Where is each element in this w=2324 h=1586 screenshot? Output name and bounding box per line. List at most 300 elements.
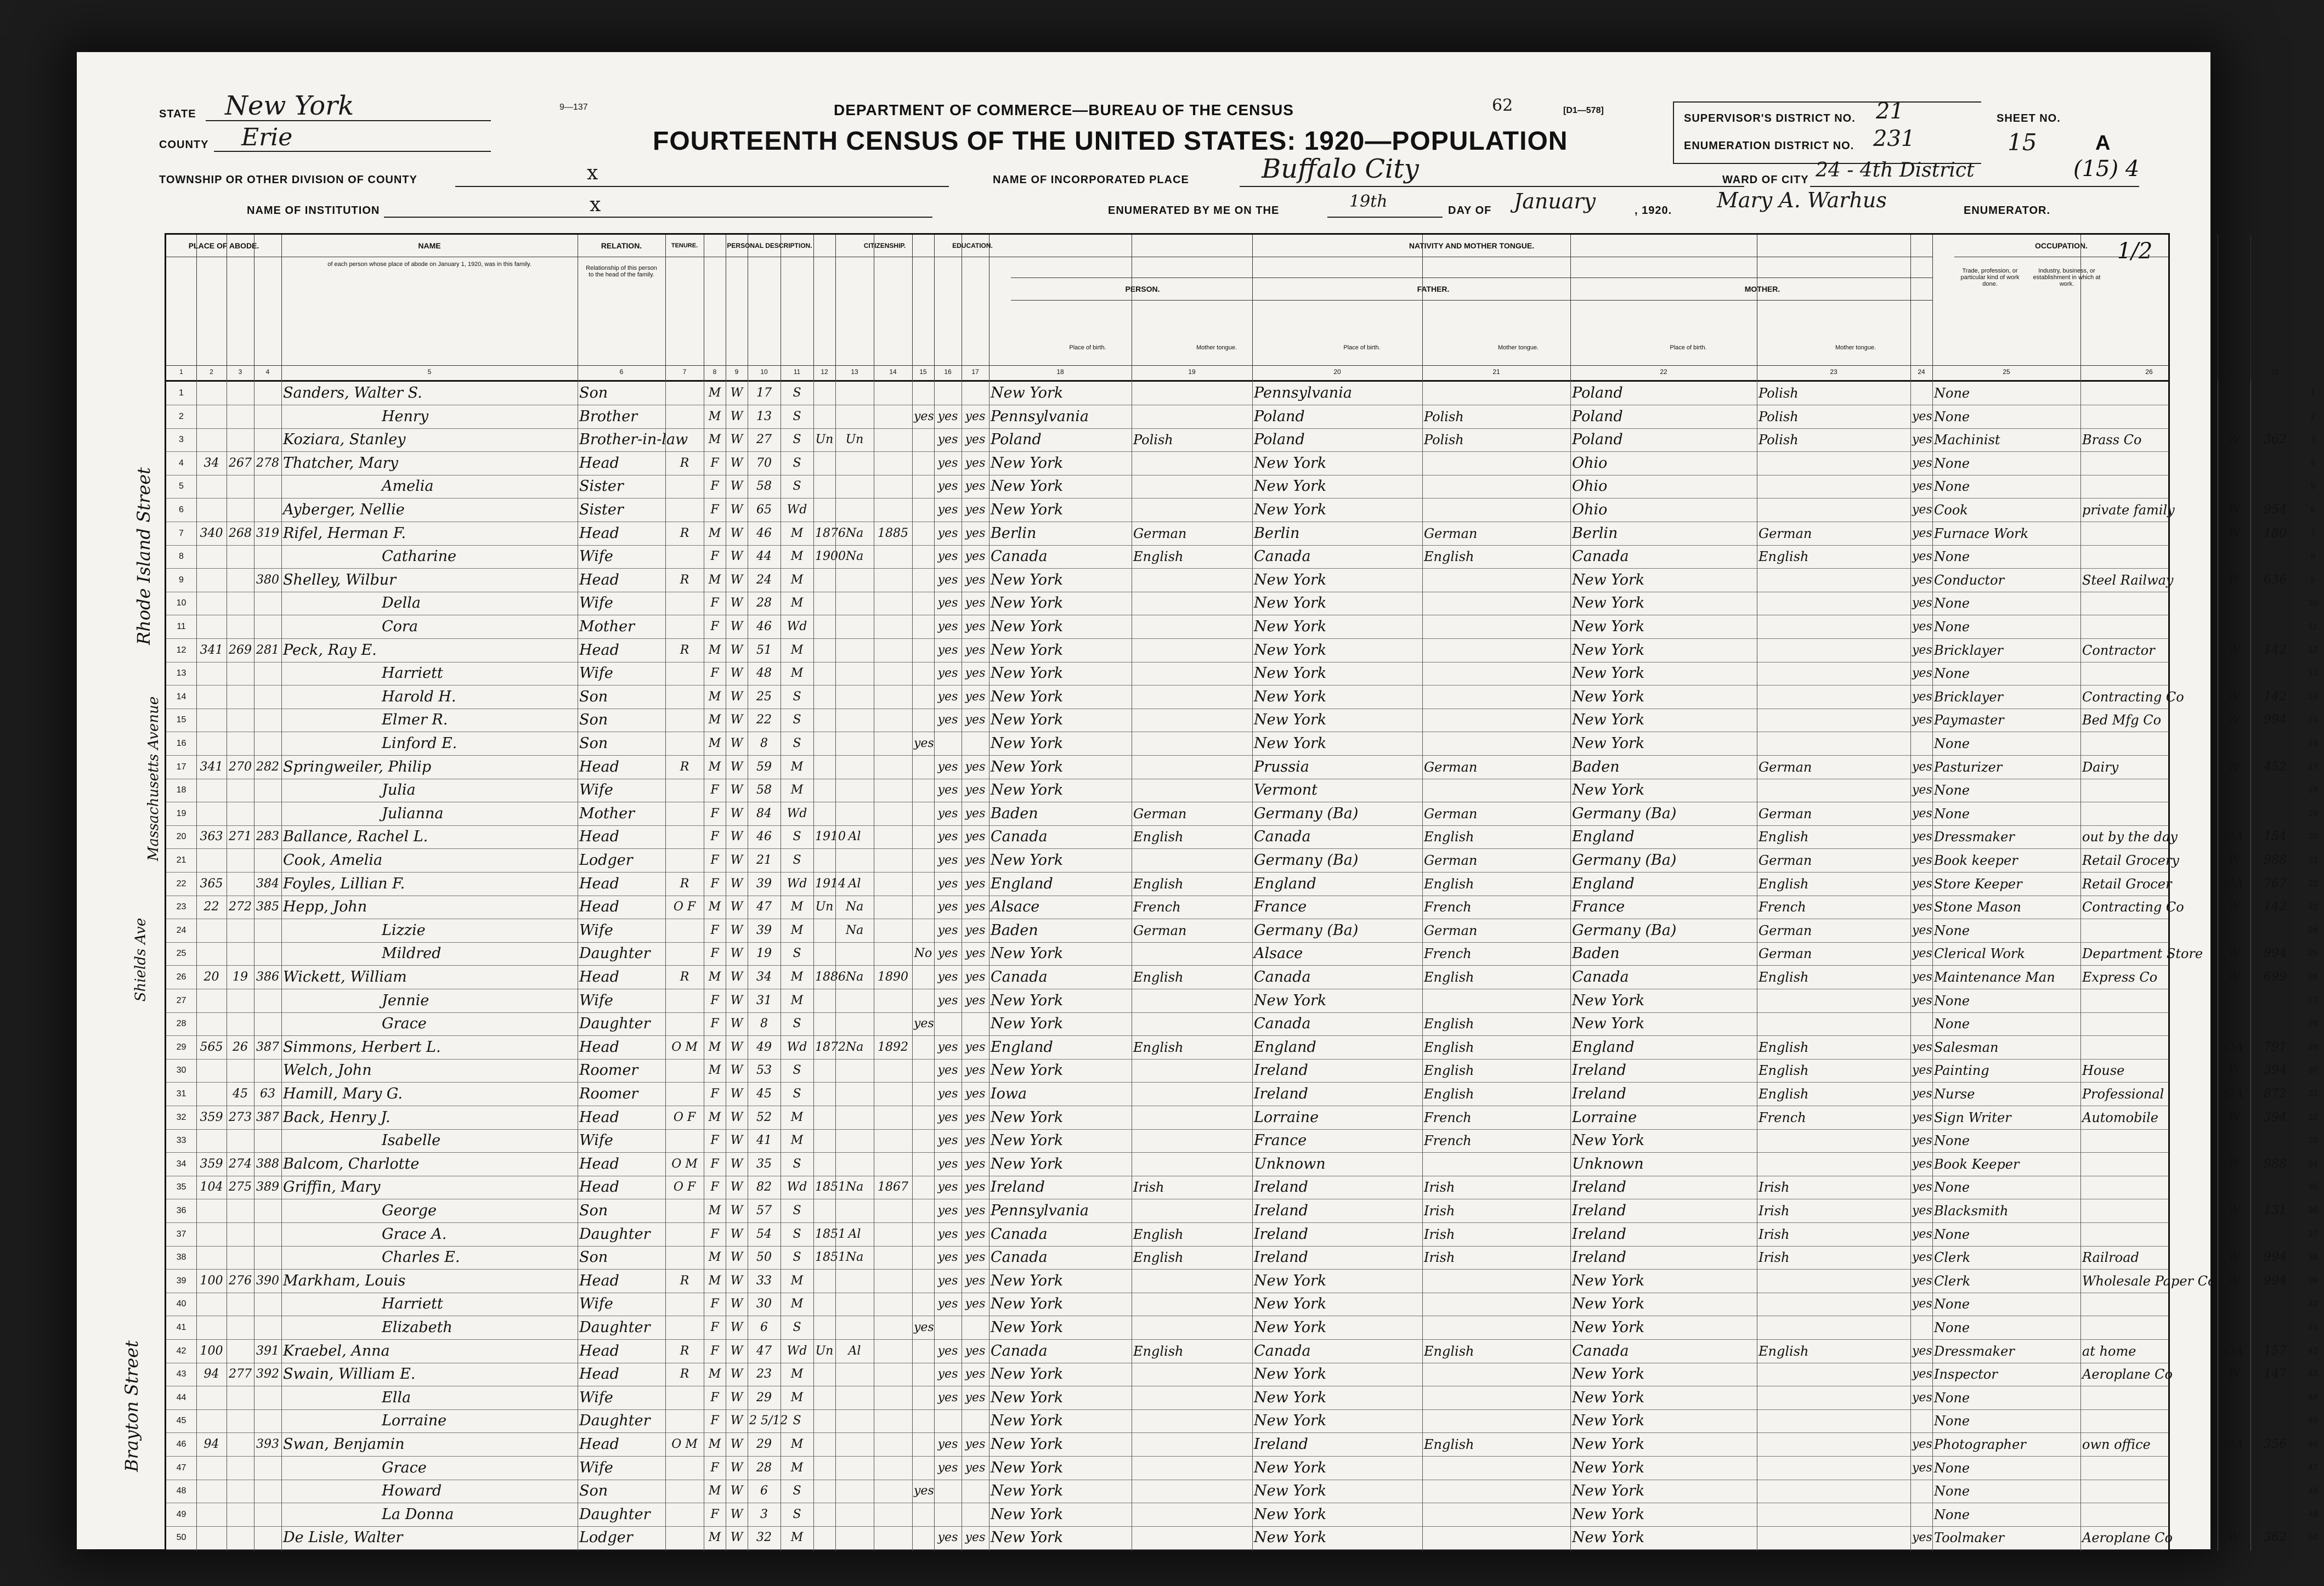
- cell-nat: [837, 383, 872, 404]
- cell-cit: [875, 546, 911, 567]
- line-number: 34: [176, 1159, 186, 1169]
- cell-code: 394: [2264, 1063, 2287, 1078]
- cell-a: 49: [756, 1040, 772, 1054]
- cell-rd: yes: [937, 666, 958, 681]
- cell-rd: [936, 1013, 960, 1034]
- cell-fb: Canada: [1254, 968, 1311, 985]
- cell-mt: German: [1133, 525, 1187, 541]
- cell-en: yes: [1912, 479, 1932, 494]
- cell-mt: [1133, 406, 1251, 427]
- cell-d: [228, 570, 252, 591]
- cell-cit: [875, 383, 911, 404]
- line-number: 33: [176, 1136, 186, 1146]
- cell-mmt: [1758, 1154, 1909, 1175]
- cell-mt: [1133, 616, 1251, 637]
- cell-nat: [837, 1458, 872, 1479]
- cell-en: yes: [1912, 409, 1932, 423]
- cell-rel: Head: [579, 1366, 619, 1383]
- column-number: 3: [238, 368, 242, 376]
- cell-r: W: [730, 713, 743, 727]
- cell-a: 21: [756, 853, 772, 867]
- township-label: TOWNSHIP OR OTHER DIVISION OF COUNTY: [159, 174, 417, 186]
- cell-rd: yes: [937, 573, 958, 587]
- cell-wr: [963, 1013, 987, 1034]
- cell-rel: Sister: [579, 478, 624, 495]
- street-label-massachusetts: Massachusetts Avenue: [145, 696, 162, 862]
- cell-cit: [875, 640, 911, 661]
- cell-sch: [914, 1224, 932, 1245]
- cell-r: W: [730, 853, 743, 867]
- cell-occ: None: [1934, 666, 1970, 682]
- cell-en: yes: [1912, 1273, 1932, 1288]
- cell-emp: W: [2227, 970, 2241, 984]
- cell-h: [198, 850, 225, 871]
- line-number: 10: [176, 598, 186, 608]
- cell-en: yes: [1912, 876, 1932, 891]
- cell-en: yes: [1912, 1063, 1932, 1078]
- cell-mb: New York: [1572, 1529, 1645, 1547]
- cell-mmt: German: [1758, 946, 1812, 962]
- cell-wr: [963, 1504, 987, 1525]
- cell-nat: [837, 500, 872, 520]
- table-row: [166, 709, 2318, 732]
- column-number: 7: [682, 368, 687, 376]
- cell-emp: OA: [2225, 1087, 2243, 1101]
- cell-fb: New York: [1254, 501, 1327, 518]
- cell-d: [228, 1527, 252, 1548]
- cell-d: [228, 874, 252, 894]
- line-number: 11: [177, 622, 186, 631]
- column-number-rule: [166, 365, 2168, 366]
- cell-code: 154: [2264, 830, 2287, 844]
- cell-t: R: [680, 970, 689, 984]
- cell-m: Wd: [787, 620, 807, 633]
- cell-wr: yes: [965, 456, 986, 470]
- cell-f: [256, 1294, 280, 1315]
- cell-sch: [914, 1271, 932, 1292]
- cell-rd: yes: [937, 1390, 958, 1404]
- cell-cit: 1892: [878, 1040, 908, 1054]
- cell-rel: Head: [579, 758, 619, 775]
- cell-rd: yes: [937, 1344, 958, 1358]
- cell-m: M: [790, 1390, 804, 1404]
- table-row: [166, 1409, 2318, 1433]
- cell-h: [198, 500, 225, 520]
- cell-i: [815, 663, 834, 684]
- cell-fb: New York: [1254, 1389, 1327, 1406]
- cell-mt: English: [1133, 1250, 1184, 1266]
- cell-emp: [2219, 1130, 2249, 1151]
- cell-r: W: [730, 1460, 743, 1475]
- cell-m: S: [793, 433, 801, 447]
- cell-code: [2252, 1387, 2298, 1408]
- cell-wr: yes: [965, 550, 986, 564]
- cell-occ: None: [1934, 1483, 1970, 1499]
- cell-fmt: [1424, 1317, 1569, 1338]
- cell-emp: [2219, 383, 2249, 404]
- table-row: [166, 1153, 2318, 1176]
- cell-mb: England: [1572, 1038, 1635, 1056]
- cell-occ: None: [1934, 1016, 1970, 1032]
- column-divider: [2080, 235, 2081, 380]
- cell-m: Wd: [787, 1344, 807, 1358]
- cell-rd: yes: [937, 1297, 958, 1311]
- cell-a: 23: [756, 1367, 772, 1381]
- cell-mb: New York: [1572, 1459, 1645, 1476]
- cell-occ: None: [1934, 783, 1970, 798]
- cell-emp: [2219, 1504, 2249, 1525]
- cell-emp: [2219, 1387, 2249, 1408]
- cell-h: [198, 803, 225, 824]
- cell-sx: M: [708, 573, 721, 587]
- district-box: [1673, 101, 1981, 164]
- column-number: 24: [1918, 368, 1925, 376]
- cell-f: [256, 383, 280, 404]
- line-number-right: 32: [2308, 1112, 2318, 1122]
- cell-cit: [875, 1107, 911, 1128]
- cell-name: Hepp, John: [283, 898, 367, 916]
- line-number: 37: [176, 1229, 186, 1239]
- cell-ind: Dairy: [2082, 759, 2119, 775]
- column-number: 8: [713, 368, 717, 376]
- enumerated-label: ENUMERATED BY ME ON THE: [1108, 205, 1280, 217]
- line-number: 27: [176, 995, 186, 1005]
- cell-mb: New York: [1572, 1482, 1645, 1500]
- cell-fmt: French: [1424, 946, 1472, 962]
- cell-sx: F: [710, 993, 719, 1007]
- cell-occ: Furnace Work: [1934, 525, 2029, 541]
- cell-fb: Poland: [1254, 431, 1305, 449]
- township-underline: [455, 186, 949, 187]
- cell-sx: M: [708, 433, 721, 447]
- cell-m: Wd: [787, 806, 807, 820]
- sheet-letter: A: [2095, 132, 2111, 155]
- cell-wr: yes: [965, 923, 986, 937]
- cell-sch: [914, 1107, 932, 1128]
- cell-code: 994: [2264, 713, 2287, 727]
- cell-sch: yes: [914, 409, 934, 423]
- line-number: 5: [179, 482, 184, 491]
- cell-ind: Steel Railway: [2082, 572, 2174, 588]
- margin-note-mid: 1/2: [2117, 239, 2153, 264]
- cell-rd: yes: [937, 1180, 958, 1194]
- cell-d: [228, 920, 252, 941]
- cell-mb: New York: [1572, 618, 1645, 635]
- cell-i: [815, 803, 834, 824]
- cell-code: [2252, 406, 2298, 427]
- table-row: [166, 475, 2316, 499]
- cell-a: 29: [756, 1390, 772, 1404]
- cell-t: [667, 826, 702, 847]
- cell-h: [198, 920, 225, 941]
- cell-name: Elizabeth: [382, 1319, 453, 1336]
- cell-mt: [1133, 500, 1251, 520]
- cell-ind: [2082, 523, 2216, 544]
- cell-wr: yes: [965, 947, 986, 961]
- cell-nat: [837, 780, 872, 801]
- cell-fb: Canada: [1254, 548, 1311, 565]
- cell-occ: None: [1934, 1226, 1970, 1242]
- cell-t: O F: [673, 1180, 696, 1194]
- cell-name: La Donna: [382, 1505, 454, 1523]
- cell-sx: F: [710, 1414, 719, 1428]
- cell-code: 954: [2264, 503, 2287, 517]
- column-divider: [1910, 235, 1911, 380]
- cell-fmt: [1424, 476, 1569, 497]
- line-number-right: 6: [2310, 505, 2316, 514]
- cell-h: 340: [200, 526, 223, 540]
- cell-fmt: German: [1424, 806, 1478, 822]
- cell-name: Harriett: [382, 665, 443, 682]
- cell-pb: New York: [991, 1459, 1064, 1476]
- cell-en: yes: [1912, 970, 1932, 984]
- cell-rel: Wife: [579, 1389, 613, 1406]
- cell-nat: Na: [845, 970, 864, 984]
- cell-fmt: Irish: [1424, 1250, 1455, 1266]
- cell-code: [2252, 1481, 2298, 1502]
- cell-code: [2252, 1224, 2298, 1245]
- line-number: 44: [176, 1392, 186, 1402]
- cell-t: [667, 663, 702, 684]
- cell-en: yes: [1912, 620, 1932, 633]
- cell-sx: M: [708, 760, 721, 774]
- cell-sch: [914, 383, 932, 404]
- cell-emp: [2219, 616, 2249, 637]
- cell-m: M: [790, 666, 804, 681]
- cell-en: yes: [1912, 1204, 1932, 1217]
- cell-fb: Lorraine: [1254, 1108, 1319, 1126]
- cell-occ: None: [1934, 1413, 1970, 1429]
- cell-emp: [2219, 593, 2249, 614]
- cell-pb: New York: [991, 735, 1064, 752]
- cell-t: [667, 1481, 702, 1502]
- cell-m: S: [793, 1250, 801, 1265]
- cell-rel: Son: [579, 711, 608, 729]
- supervisor-value: 21: [1876, 99, 1904, 124]
- cell-a: 54: [756, 1227, 772, 1241]
- day-of-label: DAY OF: [1448, 205, 1492, 217]
- cell-code: [2252, 990, 2298, 1011]
- cell-rel: Sister: [579, 501, 624, 518]
- cell-d: 276: [229, 1273, 252, 1288]
- cell-nat: [837, 1364, 872, 1385]
- cell-i: [815, 943, 834, 964]
- cell-ind: Professional: [2082, 1086, 2164, 1102]
- cell-t: [667, 1458, 702, 1479]
- cell-name: Grace A.: [382, 1225, 447, 1243]
- cell-h: [198, 1458, 225, 1479]
- cell-ind: Bed Mfg Co: [2082, 712, 2162, 728]
- table-row: [166, 779, 2318, 802]
- cell-mb: Ireland: [1572, 1062, 1626, 1079]
- column-divider: [912, 235, 913, 380]
- cell-wr: yes: [965, 479, 986, 494]
- cell-en: yes: [1912, 1460, 1932, 1475]
- cell-emp: [2219, 733, 2249, 754]
- cell-emp: [2219, 1458, 2249, 1479]
- cell-d: [228, 1200, 252, 1221]
- cell-a: 35: [756, 1157, 772, 1171]
- cell-occ: None: [1934, 1390, 1970, 1406]
- cell-sx: M: [708, 1484, 721, 1498]
- cell-mmt: [1758, 1271, 1909, 1292]
- cell-name: Grace: [382, 1459, 427, 1476]
- table-row: [166, 382, 2316, 405]
- cell-mb: New York: [1572, 571, 1645, 588]
- cell-code: 994: [2264, 947, 2287, 961]
- cell-sch: [914, 1364, 932, 1385]
- cell-ind: [2082, 663, 2216, 684]
- cell-cit: [875, 1271, 911, 1292]
- table-row: [166, 919, 2318, 943]
- line-number: 28: [176, 1019, 186, 1029]
- cell-code: [2252, 1411, 2298, 1431]
- group-mother: MOTHER.: [1592, 277, 1932, 301]
- cell-i: [815, 1527, 834, 1548]
- cell-wr: yes: [965, 1204, 986, 1217]
- cell-i: [815, 616, 834, 637]
- cell-t: [667, 500, 702, 520]
- cell-f: 278: [256, 456, 279, 470]
- county-label: COUNTY: [159, 139, 209, 151]
- cell-fb: New York: [1254, 1295, 1327, 1313]
- cell-mb: Ireland: [1572, 1085, 1626, 1102]
- cell-d: 277: [229, 1367, 252, 1381]
- line-number-right: 29: [2308, 1042, 2318, 1052]
- cell-t: O M: [671, 1437, 698, 1451]
- cell-m: S: [793, 737, 801, 750]
- cell-emp: W: [2227, 1531, 2241, 1545]
- column-number: 12: [821, 368, 828, 376]
- cell-mt: [1133, 943, 1251, 964]
- cell-t: [667, 1317, 702, 1338]
- cell-cit: [875, 1387, 911, 1408]
- line-number-right: 11: [2308, 622, 2318, 631]
- cell-r: W: [730, 1227, 743, 1241]
- cell-sx: M: [708, 1204, 721, 1217]
- cell-en: [1912, 1411, 1931, 1431]
- cell-cit: [875, 733, 911, 754]
- cell-rel: Wife: [579, 781, 613, 799]
- cell-mt: English: [1133, 1226, 1184, 1242]
- cell-wr: yes: [965, 503, 986, 517]
- cell-t: [667, 710, 702, 730]
- cell-en: yes: [1912, 900, 1932, 914]
- cell-rel: Roomer: [579, 1085, 638, 1102]
- cell-cit: 1867: [878, 1180, 908, 1194]
- cell-ind: [2082, 406, 2216, 427]
- cell-f: [256, 1387, 280, 1408]
- form-number: 9—137: [559, 103, 588, 112]
- cell-r: W: [730, 526, 743, 540]
- cell-h: [198, 687, 225, 707]
- cell-f: [256, 1200, 280, 1221]
- cell-rd: yes: [937, 1204, 958, 1217]
- cell-mt: English: [1133, 549, 1184, 565]
- cell-pb: New York: [991, 641, 1064, 659]
- cell-h: 100: [200, 1344, 223, 1358]
- cell-mb: Poland: [1572, 407, 1623, 425]
- cell-f: [256, 1130, 280, 1151]
- cell-rel: Head: [579, 875, 619, 892]
- cell-rd: [936, 1317, 960, 1338]
- cell-pb: Iowa: [991, 1085, 1027, 1102]
- cell-t: [667, 1387, 702, 1408]
- cell-mb: New York: [1572, 735, 1645, 752]
- cell-fmt: [1424, 640, 1569, 661]
- cell-i: 1914: [815, 876, 846, 891]
- cell-emp: W: [2227, 1204, 2241, 1217]
- cell-sx: F: [710, 620, 719, 633]
- cell-nat: [837, 1107, 872, 1128]
- cell-nat: Al: [848, 830, 861, 844]
- line-number-right: 38: [2308, 1253, 2318, 1262]
- cell-nat: [837, 1130, 872, 1151]
- cell-emp: W: [2227, 900, 2241, 914]
- cell-emp: W: [2227, 503, 2241, 517]
- cell-emp: OA: [2225, 1344, 2243, 1358]
- cell-a: 6: [760, 1321, 768, 1334]
- cell-occ: Conductor: [1934, 572, 2005, 588]
- cell-mt: [1133, 1294, 1251, 1315]
- line-number: 20: [176, 832, 186, 842]
- cell-h: [198, 1224, 225, 1245]
- cell-mmt: [1758, 1458, 1909, 1479]
- cell-sx: M: [708, 1273, 721, 1288]
- cell-h: [198, 1411, 225, 1431]
- cell-a: 58: [756, 479, 772, 494]
- cell-i: [815, 1434, 834, 1455]
- cell-en: yes: [1912, 760, 1932, 774]
- cell-cit: [875, 1317, 911, 1338]
- cell-emp: [2219, 780, 2249, 801]
- cell-f: [256, 943, 280, 964]
- cell-r: W: [730, 1040, 743, 1054]
- cell-wr: yes: [965, 689, 986, 704]
- cell-emp: OA: [2225, 1040, 2243, 1054]
- cell-ind: [2082, 920, 2216, 941]
- table-row: [166, 732, 2318, 756]
- cell-code: 362: [2264, 1531, 2287, 1545]
- line-number: 32: [176, 1112, 186, 1122]
- cell-rd: yes: [937, 970, 958, 984]
- cell-code: [2252, 733, 2298, 754]
- cell-sx: M: [708, 689, 721, 704]
- cell-name: Hamill, Mary G.: [283, 1085, 403, 1102]
- cell-pb: New York: [991, 618, 1064, 635]
- cell-mt: [1133, 1130, 1251, 1151]
- table-row: [166, 686, 2318, 709]
- cell-m: S: [793, 456, 801, 470]
- cell-r: W: [730, 806, 743, 820]
- cell-en: yes: [1912, 1250, 1932, 1265]
- cell-en: yes: [1912, 830, 1932, 844]
- line-number-right: 26: [2308, 972, 2318, 982]
- cell-i: [815, 1200, 834, 1221]
- line-number-right: 37: [2308, 1229, 2318, 1239]
- cell-i: 1851: [815, 1180, 846, 1194]
- cell-wr: yes: [965, 1087, 986, 1101]
- cell-fmt: English: [1424, 1016, 1474, 1032]
- column-number: 2: [210, 368, 213, 376]
- cell-rel: Mother: [579, 618, 635, 635]
- table-row: [166, 849, 2318, 873]
- cell-mmt: Polish: [1758, 432, 1799, 448]
- cell-code: [2252, 1458, 2298, 1479]
- cell-sx: F: [710, 876, 719, 891]
- cell-cit: [875, 757, 911, 778]
- cell-name: Rifel, Herman F.: [283, 524, 406, 542]
